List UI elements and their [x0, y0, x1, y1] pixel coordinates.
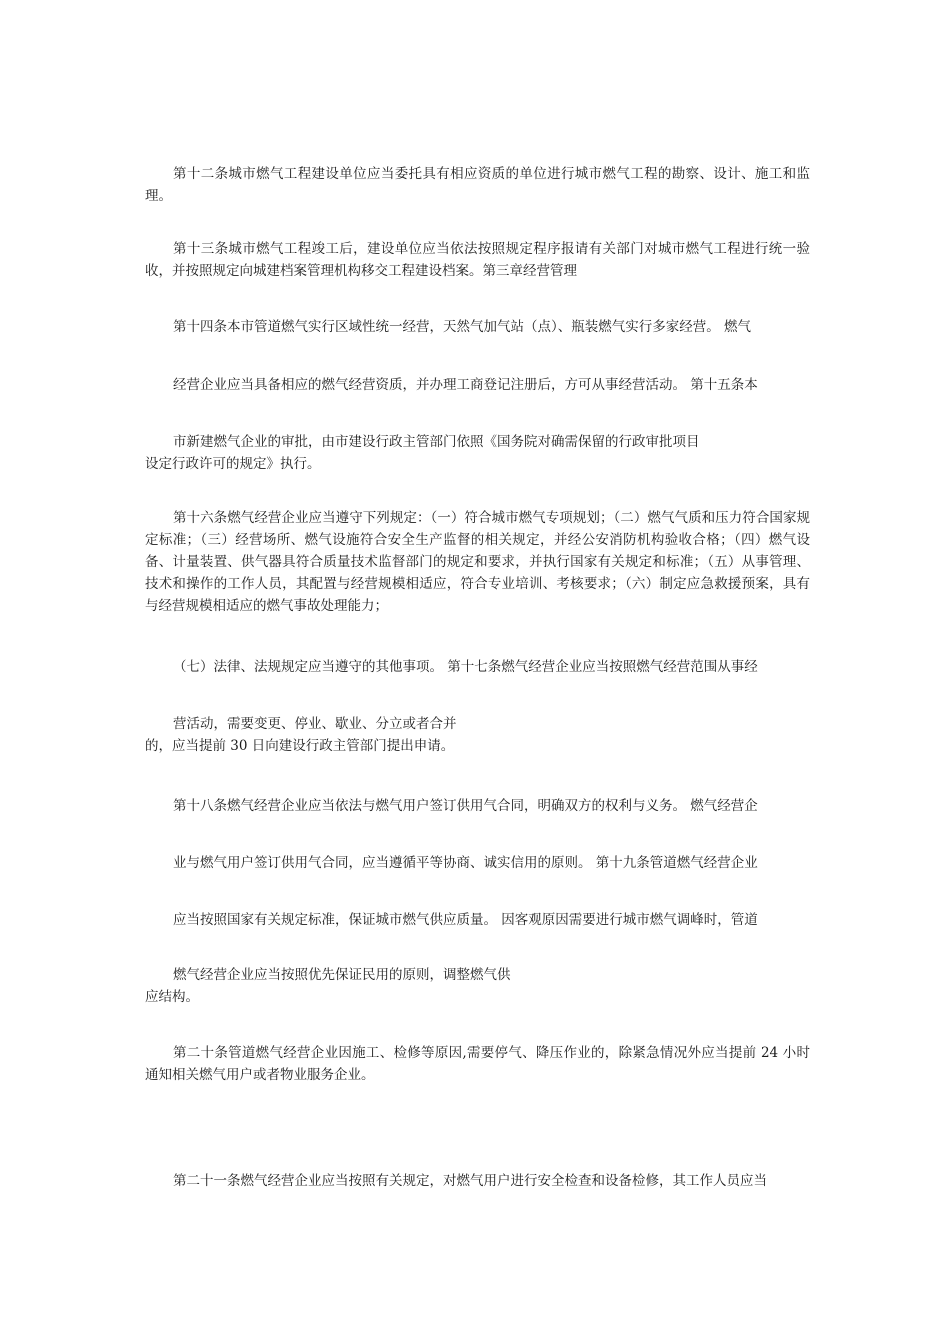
- article-16-paragraph: 第十六条燃气经营企业应当遵守下列规定：（一）符合城市燃气专项规划；（二）燃气气质和压力符合国家规定标准；（三）经营场所、燃气设施符合安全生产监督的相关规定，并经公安消防机构验收合格；（四）燃气设备、计量装置、供气器具符合质量技术监督部门的规定和要求，并执行国家有关规定和标准；（五）从事管理、技术和操作的工作人员，其配置与经营规模相适应，符合专业培训、考核要求；（六）制定应急救援预案，具有与经营规模相适应的燃气事故处理能力；: [145, 510, 810, 614]
- article-12-paragraph: 第十二条城市燃气工程建设单位应当委托具有相应资质的单位进行城市燃气工程的勘察、设计、施工和监理。: [145, 166, 810, 204]
- article-16-item-7-paragraph: （七）法律、法规规定应当遵守的其他事项。 第十七条燃气经营企业应当按照燃气经营范围从事经: [173, 659, 758, 675]
- article-19-line-1: 燃气经营企业应当按照优先保证民用的原则，调整燃气供: [173, 967, 511, 983]
- article-21-paragraph: 第二十一条燃气经营企业应当按照有关规定，对燃气用户进行安全检查和设备检修，其工作人员应当: [173, 1173, 767, 1189]
- article-19-paragraph-part2: [145, 964, 810, 1008]
- article-15-paragraph: [145, 431, 810, 475]
- article-14-paragraph-part2: 经营企业应当具备相应的燃气经营资质，并办理工商登记注册后，方可从事经营活动。 第十五条本: [173, 377, 758, 393]
- article-19-paragraph-part1: 应当按照国家有关规定标准，保证城市燃气供应质量。 因客观原因需要进行城市燃气调峰时，管道: [173, 912, 758, 928]
- article-18-paragraph-part1: 第十八条燃气经营企业应当依法与燃气用户签订供用气合同，明确双方的权利与义务。 燃气经营企: [173, 798, 758, 814]
- article-20-paragraph: 第二十条管道燃气经营企业因施工、检修等原因,需要停气、降压作业的，除紧急情况外应当提前 24 小时通知相关燃气用户或者物业服务企业。: [145, 1045, 810, 1083]
- article-13-paragraph: 第十三条城市燃气工程竣工后，建设单位应当依法按照规定程序报请有关部门对城市燃气工程进行统一验收，并按照规定向城建档案管理机构移交工程建设档案。第三章经营管理: [145, 241, 810, 279]
- article-15-line-2: 设定行政许可的规定》执行。: [145, 456, 321, 472]
- article-15-line-1: 市新建燃气企业的审批，由市建设行政主管部门依照《国务院对确需保留的行政审批项目: [173, 434, 700, 450]
- article-17-paragraph: [145, 713, 810, 757]
- article-17-line-1: 营活动，需要变更、停业、歇业、分立或者合并: [173, 716, 457, 732]
- article-19-line-2: 应结构。: [145, 989, 199, 1005]
- article-17-line-2: 的，应当提前 30 日向建设行政主管部门提出申请。: [145, 738, 455, 754]
- article-18-paragraph-part2: 业与燃气用户签订供用气合同，应当遵循平等协商、诚实信用的原则。 第十九条管道燃气经营企业: [173, 855, 758, 871]
- article-14-paragraph-part1: 第十四条本市管道燃气实行区域性统一经营，天然气加气站（点）、瓶装燃气实行多家经营。 燃气: [173, 319, 752, 335]
